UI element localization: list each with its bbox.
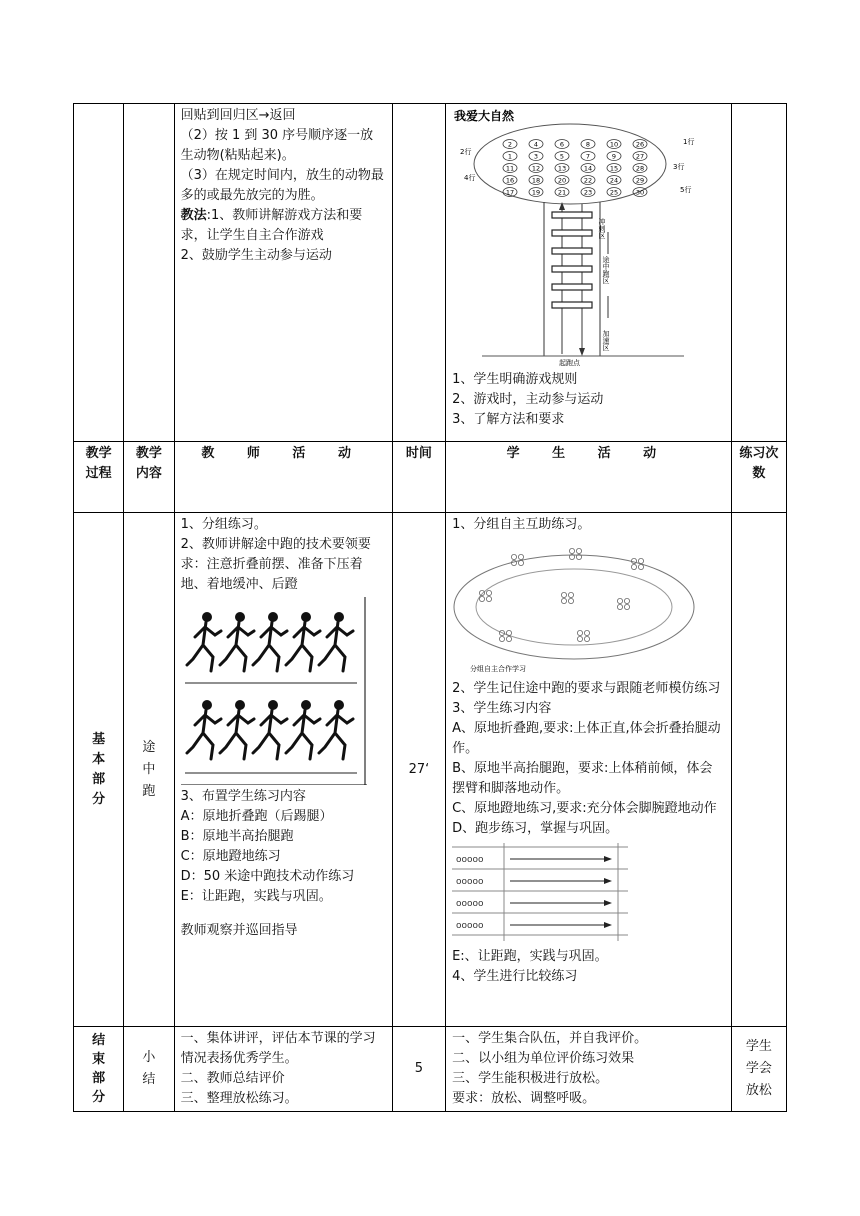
runner-body [319, 622, 353, 671]
animal-number: 24 [609, 176, 619, 185]
animal-number: 12 [531, 164, 541, 173]
arrow-head [579, 348, 585, 356]
student-dot [638, 564, 643, 569]
student-line: 1、学生明确游戏规则 [452, 372, 578, 387]
header-teacher: 教 师 活 动 [174, 442, 392, 513]
teacher-note: 教师观察并巡回指导 [180, 923, 298, 938]
runner-figure [187, 612, 221, 671]
end-count [731, 1027, 786, 1112]
outer-track [454, 555, 694, 659]
student-groups [479, 548, 643, 641]
animal-number: 21 [557, 188, 567, 197]
student-dot [511, 554, 516, 559]
student-group [479, 590, 491, 601]
animal-number: 27 [635, 152, 645, 161]
end-time [392, 1027, 445, 1112]
student-dot [518, 560, 523, 565]
animal-number: 18 [531, 176, 541, 185]
runner-head [268, 612, 278, 622]
student-dot [624, 604, 629, 609]
game-student-cell [446, 104, 732, 442]
teacher-line: 1、分组练习。 [180, 517, 267, 532]
student-dot [576, 548, 581, 553]
student-line: 4、学生进行比较练习 [452, 969, 578, 984]
header-content: 教学内容 [124, 442, 174, 513]
student-dot [584, 630, 589, 635]
game-count-cell [731, 104, 786, 442]
game-time-cell [392, 104, 445, 442]
hurdle [552, 212, 592, 218]
header-time: 时间 [392, 442, 445, 513]
runner-head [235, 612, 245, 622]
inner-track [476, 569, 672, 645]
hurdle [552, 302, 592, 308]
student-line: E:、让距跑，实践与巩固。 [452, 949, 608, 964]
end-row [74, 1027, 787, 1112]
animal-number: 5 [560, 152, 565, 161]
animal-number: 28 [635, 164, 645, 173]
runner-sequence [187, 612, 353, 759]
end-count-text: 学生学会放松 [745, 1039, 772, 1098]
animal-number: 20 [557, 176, 567, 185]
teacher-line: B：原地半高抬腿跑 [180, 829, 294, 844]
basic-process-text: 基本部分 [92, 731, 106, 807]
student-dot [561, 592, 566, 597]
runner-figure [253, 612, 287, 671]
runner-head [334, 612, 344, 622]
runner-body [286, 622, 320, 671]
end-content-text: 小结 [142, 1050, 156, 1087]
student-line: C、原地蹬地练习,要求:充分体会脚腕蹬地动作 [452, 801, 717, 816]
header-row [74, 442, 787, 513]
runner-body [220, 622, 254, 671]
header-student: 学 生 活 动 [446, 442, 732, 513]
lane-drill-figure [452, 841, 632, 945]
end-teacher-cell [174, 1027, 392, 1112]
game-teacher-cell [174, 104, 392, 442]
animal-number: 11 [505, 164, 515, 173]
game-content-cell [124, 104, 174, 442]
runner-body [220, 710, 254, 759]
runner-body [253, 710, 287, 759]
student-dot [568, 592, 573, 597]
animal-number: 16 [505, 176, 515, 185]
animal-number: 26 [635, 140, 645, 149]
hurdle [552, 266, 592, 272]
student-dot [506, 630, 511, 635]
arrow-head [604, 922, 612, 928]
zone-label: 加速区 [602, 330, 611, 351]
group-figure-caption: 分组自主合作学习 [470, 665, 527, 673]
basic-teacher-cell [174, 513, 392, 1027]
teacher-line: E：让距跑，实践与巩固。 [180, 889, 332, 904]
student-group [617, 598, 629, 609]
basic-student-cell [446, 513, 732, 1027]
student-line: 一、学生集合队伍，并自我评价。 [452, 1031, 648, 1046]
student-line: 二、以小组为单位评价练习效果 [452, 1051, 635, 1066]
row-label: 3行 [673, 163, 685, 171]
student-line: 2、游戏时，主动参与运动 [452, 392, 604, 407]
student-dot [577, 636, 582, 641]
student-line: A、原地折叠跑,要求:上体正直,体会折叠抬腿动作。 [452, 721, 721, 756]
hurdle-group [552, 212, 592, 308]
animal-number: 3 [534, 152, 539, 161]
animal-number: 6 [560, 140, 565, 149]
student-dot [617, 598, 622, 603]
end-process-text: 结束部分 [92, 1033, 106, 1105]
lesson-plan-table [73, 103, 787, 1112]
student-dot [617, 604, 622, 609]
row-label: 2行 [460, 148, 472, 156]
student-dot [624, 598, 629, 603]
animal-number: 9 [612, 152, 617, 161]
student-group [569, 548, 581, 559]
zone-label: 起跑点 [559, 359, 581, 367]
animal-number: 15 [609, 164, 619, 173]
end-content [124, 1027, 174, 1112]
animal-number: 25 [609, 188, 619, 197]
game-row [74, 104, 787, 442]
student-dot [506, 636, 511, 641]
teacher-line: D：50 米途中跑技术动作练习 [180, 869, 355, 884]
student-dot [486, 596, 491, 601]
waiting-students: ooooo [456, 921, 484, 931]
arrow-head [604, 878, 612, 884]
animal-number: 13 [557, 164, 567, 173]
runner-figure [319, 700, 353, 759]
animal-number-grid [503, 140, 647, 197]
waiting-students: ooooo [456, 855, 484, 865]
animal-number: 7 [586, 152, 591, 161]
student-line: 1、分组自主互助练习。 [452, 517, 591, 532]
animal-number: 1 [508, 152, 513, 161]
animal-number: 2 [508, 140, 513, 149]
student-dot [511, 560, 516, 565]
animal-number: 14 [583, 164, 593, 173]
end-student-cell [446, 1027, 732, 1112]
student-dot [518, 554, 523, 559]
basic-count [731, 513, 786, 1027]
running-lanes [452, 843, 628, 941]
method-label: 教法 [180, 208, 207, 223]
animal-number: 30 [635, 188, 645, 197]
animal-number: 19 [531, 188, 541, 197]
row-label: 1行 [683, 138, 695, 146]
student-dot [499, 636, 504, 641]
method-line: 2、鼓励学生主动参与运动 [180, 248, 332, 263]
student-line: B、原地半高抬腿跑，要求:上体稍前倾，体会摆臂和脚落地动作。 [452, 761, 713, 796]
nature-figure-title: 我爱大自然 [454, 109, 515, 123]
zone-label: 冲刺区 [598, 218, 607, 239]
student-line: 3、学生练习内容 [452, 701, 552, 716]
end-process [74, 1027, 124, 1112]
basic-time [392, 513, 445, 1027]
animal-number: 10 [609, 140, 619, 149]
student-group [577, 630, 589, 641]
student-group [561, 592, 573, 603]
runner-figure [220, 612, 254, 671]
student-dot [561, 598, 566, 603]
runner-body [187, 710, 221, 759]
basic-row [74, 513, 787, 1027]
teacher-line: 3、布置学生练习内容 [180, 789, 306, 804]
teacher-line: 二、教师总结评价 [180, 1071, 285, 1086]
animal-number: 23 [583, 188, 593, 197]
method-paragraph [181, 206, 386, 246]
runner-body [319, 710, 353, 759]
running-technique-figure [181, 597, 367, 785]
runner-head [268, 700, 278, 710]
runner-figure [319, 612, 353, 671]
student-dot [569, 548, 574, 553]
runner-figure [253, 700, 287, 759]
teacher-line: （2）按 1 到 30 序号顺序逐一放生动物(粘贴起来)。 [180, 128, 374, 163]
header-count: 练习次数 [731, 442, 786, 513]
animal-number: 29 [635, 176, 645, 185]
animal-number: 8 [586, 140, 591, 149]
waiting-students: ooooo [456, 877, 484, 887]
student-dot [486, 590, 491, 595]
student-line: D、跑步练习，掌握与巩固。 [452, 821, 619, 836]
game-process-cell [74, 104, 124, 442]
arrow-head [604, 856, 612, 862]
student-dot [584, 636, 589, 641]
runner-head [202, 700, 212, 710]
teacher-line: 三、整理放松练习。 [180, 1091, 298, 1106]
header-process: 教学过程 [74, 442, 124, 513]
zone-label: 途中跑区 [602, 256, 611, 284]
teacher-line: （3）在规定时间内，放生的动物最多的或最先放完的为胜。 [180, 168, 384, 203]
student-line: 2、学生记住途中跑的要求与跟随老师模仿练习 [452, 681, 721, 696]
runner-head [301, 612, 311, 622]
student-dot [479, 596, 484, 601]
arrow-head [604, 900, 612, 906]
student-line: 3、了解方法和要求 [452, 412, 565, 427]
animal-number: 17 [505, 188, 515, 197]
animal-number: 4 [534, 140, 539, 149]
runner-head [202, 612, 212, 622]
basic-content [124, 513, 174, 1027]
hurdle [552, 248, 592, 254]
basic-process [74, 513, 124, 1027]
runner-figure [220, 700, 254, 759]
teacher-line: A：原地折叠跑（后踢腿） [180, 809, 333, 824]
runner-head [334, 700, 344, 710]
runner-figure [187, 700, 221, 759]
basic-time-text: 27‘ [408, 761, 430, 777]
method-line: :1、教师讲解游戏方法和要求，让学生自主合作游戏 [180, 208, 363, 243]
arrow-head [559, 202, 565, 210]
row-label: 5行 [680, 186, 692, 194]
student-dot [638, 558, 643, 563]
end-time-text: 5 [414, 1061, 424, 1076]
hurdle [552, 284, 592, 290]
runner-body [253, 622, 287, 671]
group-practice-figure [452, 537, 698, 677]
student-line: 要求：放松、调整呼吸。 [452, 1091, 596, 1106]
teacher-line: 一、集体讲评，评估本节课的学习情况表扬优秀学生。 [180, 1031, 376, 1066]
hurdle [552, 230, 592, 236]
teacher-line: 回贴到回归区→返回 [180, 108, 296, 123]
student-dot [568, 598, 573, 603]
runner-body [286, 710, 320, 759]
row-label: 4行 [464, 174, 476, 182]
basic-content-text: 途中跑 [142, 739, 156, 799]
student-dot [631, 564, 636, 569]
runner-figure [286, 612, 320, 671]
runner-figure [286, 700, 320, 759]
waiting-students: ooooo [456, 899, 484, 909]
runner-head [235, 700, 245, 710]
student-dot [577, 630, 582, 635]
teacher-line: 2、教师讲解途中跑的技术要领要求：注意折叠前摆、准备下压着地、着地缓冲、后蹬 [180, 537, 371, 592]
student-line: 三、学生能积极进行放松。 [452, 1071, 609, 1086]
animal-number: 22 [583, 176, 593, 185]
runner-body [187, 622, 221, 671]
runner-head [301, 700, 311, 710]
nature-game-figure [452, 106, 724, 368]
teacher-line: C：原地蹬地练习 [180, 849, 281, 864]
